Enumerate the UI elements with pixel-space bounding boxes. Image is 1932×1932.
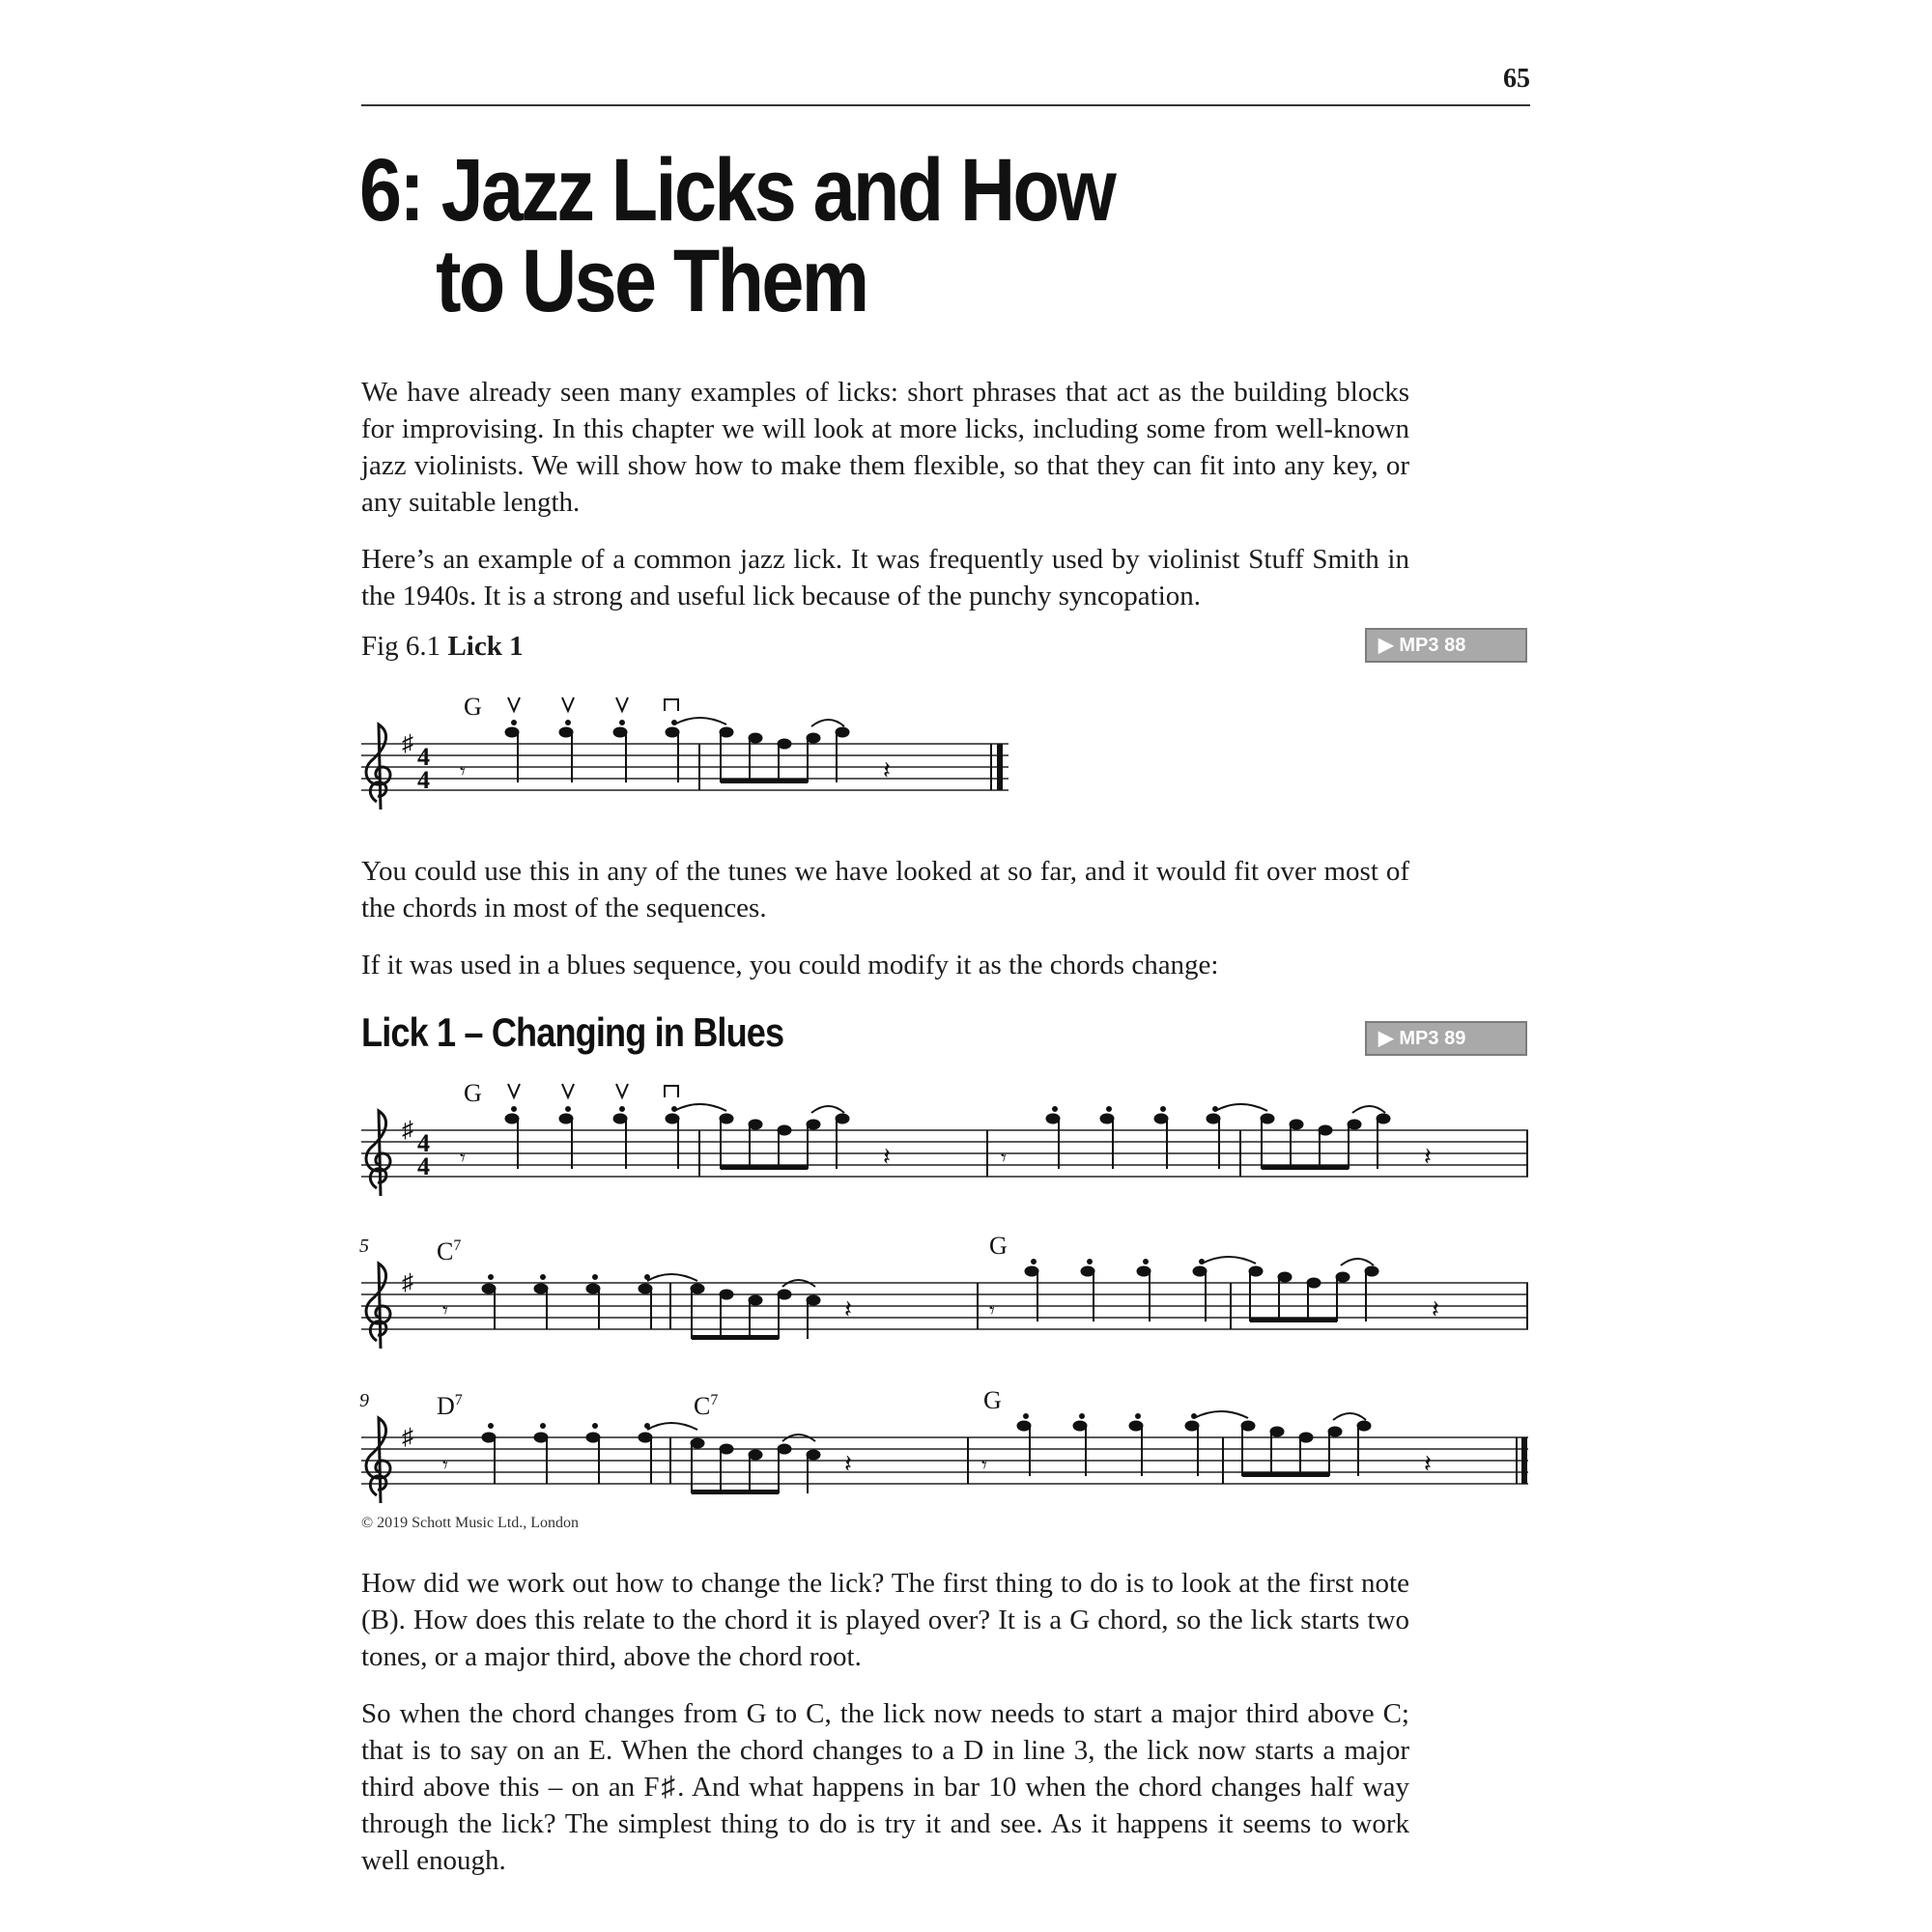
time-signature-top: 4 <box>417 743 430 771</box>
chord-symbol-g: G <box>464 693 482 721</box>
svg-text:𝄾: 𝄾 <box>442 1453 448 1477</box>
key-signature-sharp: ♯ <box>402 1425 413 1450</box>
blues-intro-paragraph: If it was used in a blues sequence, you could modify it as the chords change: <box>361 950 1219 980</box>
time-signature-bottom: 4 <box>417 1152 430 1180</box>
up-bow-icon <box>562 1084 574 1097</box>
header-rule <box>361 104 1530 106</box>
page-number: 65 <box>1503 64 1530 94</box>
final-barline-thick <box>997 744 1003 790</box>
fig-6-1-staff <box>361 686 1018 821</box>
svg-text:𝄽: 𝄽 <box>1424 1143 1432 1171</box>
final-barline-thick <box>1521 1437 1527 1484</box>
blues-staff-system-2 <box>361 1225 1532 1370</box>
key-signature-sharp: ♯ <box>402 1270 413 1295</box>
svg-text:𝄾: 𝄾 <box>442 1298 448 1322</box>
mp3-89-button[interactable] <box>1365 1021 1527 1056</box>
measure-number: 9 <box>359 1390 369 1411</box>
down-bow-icon <box>665 699 678 711</box>
svg-text:𝄾: 𝄾 <box>981 1453 987 1477</box>
slur <box>811 720 844 726</box>
lick-bars-5-6 <box>442 1274 978 1340</box>
measure-number: 5 <box>359 1236 369 1257</box>
key-signature-sharp: ♯ <box>402 731 413 756</box>
chord-symbol-g: G <box>983 1386 1002 1414</box>
mp3-88-button[interactable] <box>1365 628 1527 663</box>
up-bow-icon <box>508 1084 520 1097</box>
svg-text:𝄽: 𝄽 <box>883 1143 891 1171</box>
up-bow-icon <box>616 1084 628 1097</box>
svg-text:𝄽: 𝄽 <box>844 1295 852 1323</box>
explanation-paragraph: How did we work out how to change the lick? The first thing to do is to look at the first note (B). How does this relate to the chord it is played over? It is a G chord, so the lick starts two tones, or a major third, above the chord root. <box>361 1568 1409 1672</box>
notes-bar-1 <box>505 721 679 783</box>
chord-change-paragraph: So when the chord changes from G to C, the lick now needs to start a major third above C; that is to say on an E. When the chord changes to a D in line 3, the lick now starts a major third above this – on an F♯. And what happens in bar 10 when the chord changes half way through the lick? The simplest thing to do is try it and see. As it happens it seems to work well enough. <box>361 1698 1409 1876</box>
section-heading: Lick 1 – Changing in Blues <box>361 1009 784 1055</box>
chord-symbol-g: G <box>989 1232 1008 1260</box>
svg-text:𝄽: 𝄽 <box>1424 1450 1432 1478</box>
chord-symbol-c7: $C^7$ <box>694 1392 719 1420</box>
key-signature-sharp: ♯ <box>402 1118 413 1143</box>
eighth-rest: 𝄾 <box>460 759 466 783</box>
chapter-title <box>359 141 1115 330</box>
figure-caption <box>361 631 524 663</box>
quarter-rest: 𝄽 <box>883 756 891 784</box>
figure-title: Lick 1 <box>447 631 524 662</box>
down-bow-icon <box>665 1086 678 1097</box>
up-bow-icon <box>562 697 574 711</box>
svg-text:𝄾: 𝄾 <box>460 1146 466 1170</box>
blues-staff-system-1 <box>361 1072 1532 1208</box>
up-bow-icon <box>508 697 520 711</box>
up-bow-icon <box>616 697 628 711</box>
staff-lines <box>361 744 1009 790</box>
chapter-title-line-2: to Use Them <box>436 232 867 330</box>
tie <box>674 718 726 724</box>
mp3-label: MP3 88 <box>1399 635 1466 656</box>
chord-symbol-g: G <box>464 1079 482 1107</box>
chapter-title-line-1: 6: Jazz Licks and How <box>359 141 1115 240</box>
svg-text:𝄽: 𝄽 <box>1432 1295 1439 1323</box>
bowing-marks <box>508 1084 678 1097</box>
figure-prefix: Fig 6.1 <box>361 631 441 662</box>
blues-staff-system-3 <box>361 1379 1532 1524</box>
chord-symbol-c7: $C^7$ <box>437 1237 462 1265</box>
staff-lines <box>361 1130 1528 1177</box>
copyright-notice: © 2019 Schott Music Ltd., London <box>361 1515 580 1531</box>
play-icon: ▶ <box>1378 635 1394 656</box>
svg-text:𝄽: 𝄽 <box>844 1450 852 1478</box>
bowing-marks <box>508 697 678 711</box>
staff-lines <box>361 1437 1528 1484</box>
time-signature-bottom: 4 <box>417 766 430 794</box>
svg-text:𝄾: 𝄾 <box>1001 1146 1007 1170</box>
usage-paragraph: You could use this in any of the tunes we have looked at so far, and it would fit over most of the chords in most of the sequences. <box>361 856 1409 923</box>
svg-text:𝄾: 𝄾 <box>989 1298 995 1322</box>
chord-symbol-d7: $D^7$ <box>437 1392 463 1420</box>
time-signature-top: 4 <box>417 1129 430 1157</box>
play-icon: ▶ <box>1378 1028 1394 1049</box>
intro-paragraph: We have already seen many examples of licks: short phrases that act as the building blocks for improvising. In this chapter we will look at more licks, including some from well-known jazz violinists. We will show how to make them flexible, so that they can fit into any key, or any suitable length. <box>361 377 1409 518</box>
mp3-label: MP3 89 <box>1399 1028 1466 1049</box>
stuff-smith-paragraph: Here’s an example of a common jazz lick. It was frequently used by violinist Stuff Smith in the 1940s. It is a strong and useful lick because of the punchy syncopation. <box>361 544 1409 611</box>
